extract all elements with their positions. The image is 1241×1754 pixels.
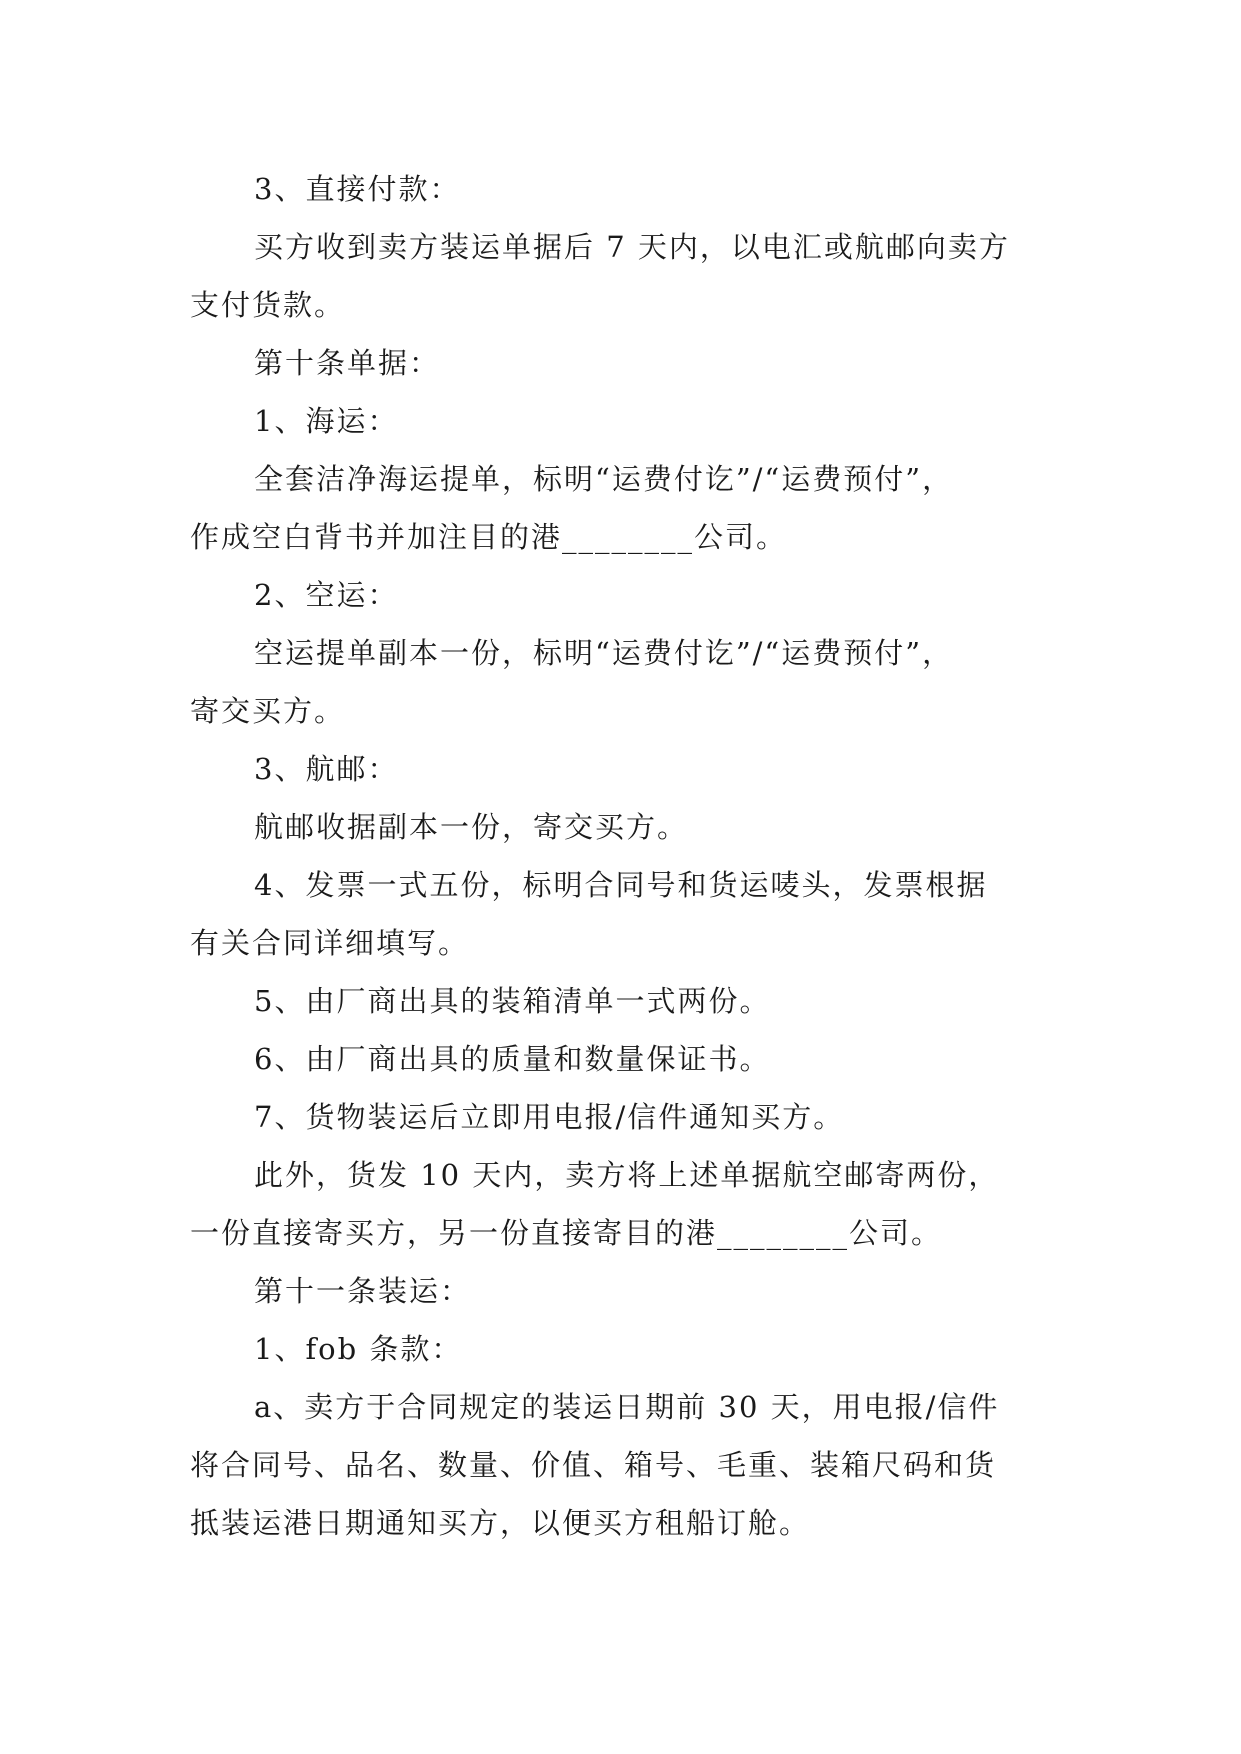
paragraph-line: 1、fob 条款：	[254, 1332, 463, 1366]
paragraph-line: 买方收到卖方装运单据后 7 天内，以电汇或航邮向卖方	[254, 230, 1010, 264]
paragraph-line: 此外，货发 10 天内，卖方将上述单据航空邮寄两份，	[254, 1158, 1000, 1192]
paragraph-line: 7、货物装运后立即用电报/信件通知买方。	[254, 1100, 845, 1134]
paragraph-line: 5、由厂商出具的装箱清单一式两份。	[254, 984, 771, 1018]
paragraph-line: 全套洁净海运提单，标明“运费付讫”/“运费预付”，	[254, 462, 954, 496]
paragraph-line: 将合同号、品名、数量、价值、箱号、毛重、装箱尺码和货	[190, 1448, 997, 1482]
paragraph-line: a、卖方于合同规定的装运日期前 30 天，用电报/信件	[254, 1390, 1000, 1424]
paragraph-line: 6、由厂商出具的质量和数量保证书。	[254, 1042, 771, 1076]
paragraph-line: 4、发票一式五份，标明合同号和货运唛头，发票根据	[254, 868, 988, 902]
paragraph-line: 1、海运：	[254, 404, 399, 438]
paragraph-line: 空运提单副本一份，标明“运费付讫”/“运费预付”，	[254, 636, 954, 670]
paragraph-line: 2、空运：	[254, 578, 399, 612]
document-body	[190, 160, 1070, 1552]
paragraph-line: 航邮收据副本一份，寄交买方。	[254, 810, 689, 844]
paragraph-line: 作成空白背书并加注目的港________公司。	[190, 520, 788, 554]
paragraph-line: 寄交买方。	[190, 694, 346, 728]
paragraph-line: 支付货款。	[190, 288, 346, 322]
section-heading: 第十一条装运：	[254, 1274, 472, 1308]
paragraph-line: 一份直接寄买方，另一份直接寄目的港________公司。	[190, 1216, 943, 1250]
paragraph-line: 有关合同详细填写。	[190, 926, 470, 960]
section-heading: 第十条单据：	[254, 346, 441, 380]
paragraph-line: 3、航邮：	[254, 752, 399, 786]
paragraph-line: 3、直接付款：	[254, 172, 461, 206]
paragraph-line: 抵装运港日期通知买方，以便买方租船订舱。	[190, 1506, 811, 1540]
